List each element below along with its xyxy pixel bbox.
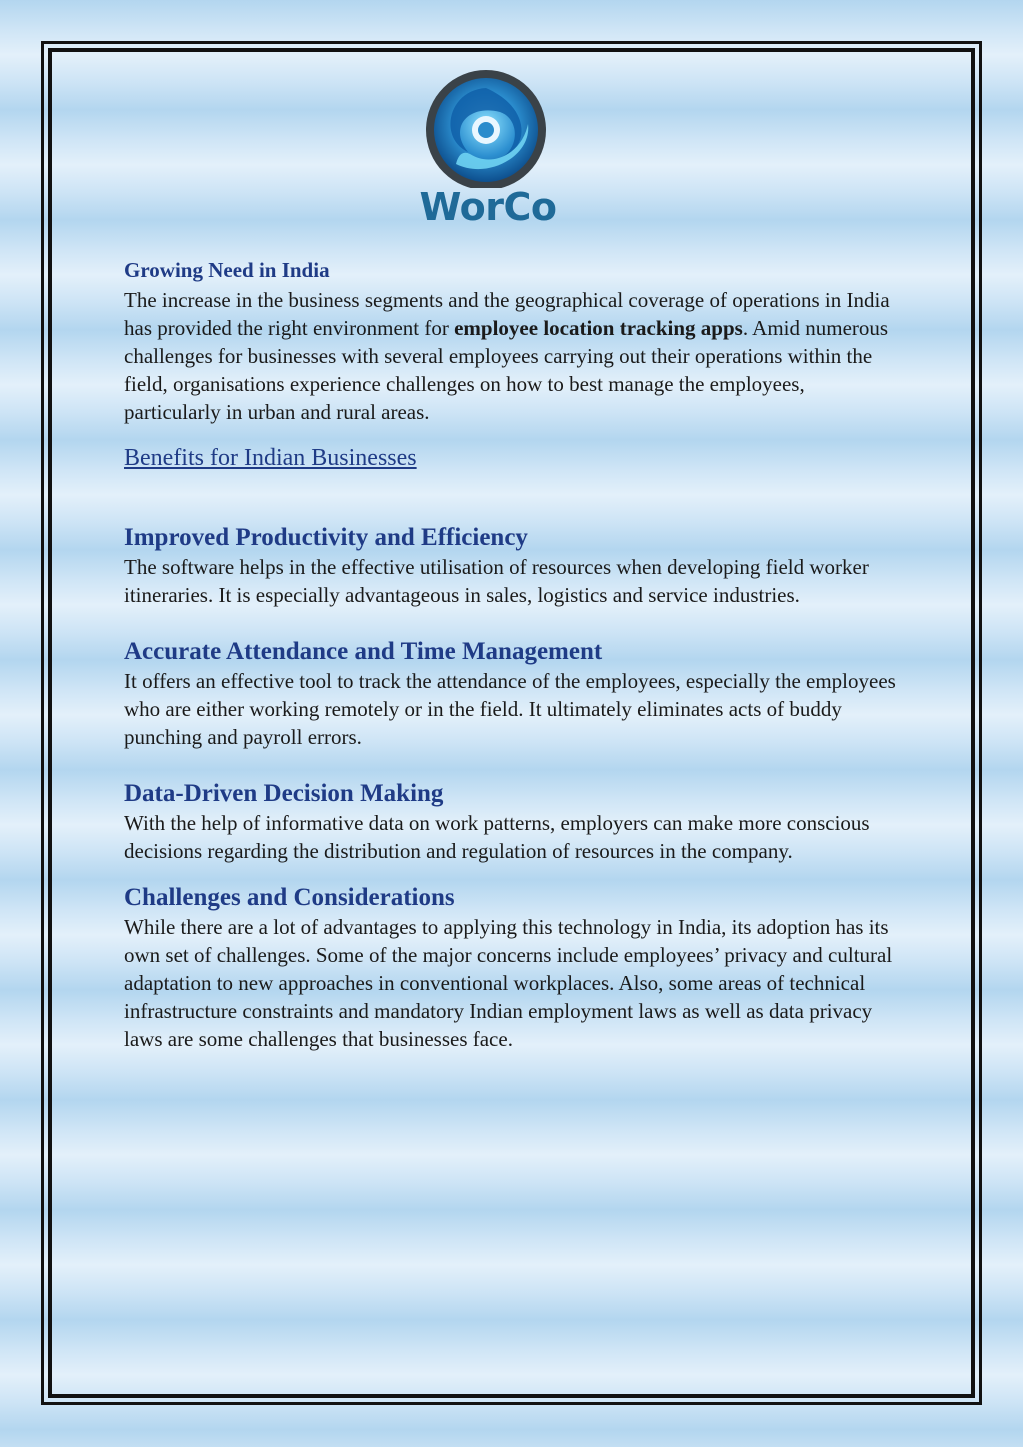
intro-heading: Growing Need in India <box>124 258 330 282</box>
benefits-heading-link[interactable]: Benefits for Indian Businesses <box>124 445 417 471</box>
document-content <box>124 258 904 1053</box>
section-text-attendance: It offers an effective tool to track the attendance of the employees, especially the employees who are either working remotely or in the field. It ultimately eliminates acts of buddy punching and payroll errors. <box>124 669 896 749</box>
section-text-challenges: While there are a lot of advantages to applying this technology in India, its adoption has its own set of challenges. Some of the major concerns include employees’ privacy and cultural adaptation to new approaches in conventional workplaces. Also, some areas of technical infrastructure constraints and mandatory Indian employment laws as well as data privacy laws are some challenges that businesses face. <box>124 915 893 1051</box>
worco-logo <box>408 68 568 238</box>
section-heading-attendance: Accurate Attendance and Time Management <box>124 638 603 665</box>
intro-text-1: The increase in the business segments and the geographical coverage of operations in India has provided the right environment for <box>124 288 890 340</box>
section-text-decision-making: With the help of informative data on work patterns, employers can make more conscious decisions regarding the distribution and regulation of resources in the company. <box>124 811 870 863</box>
section-heading-challenges: Challenges and Considerations <box>124 884 455 911</box>
intro-bold-text: employee location tracking apps <box>454 316 743 340</box>
intro-text-2: . Amid numerous challenges for businesses with several employees carrying out their operations within the field, organisations experience challenges on how to best manage the employees, particularly in urban and rural areas. <box>124 316 889 424</box>
section-heading-decision-making: Data-Driven Decision Making <box>124 780 444 807</box>
swirl-logo-icon <box>408 68 568 188</box>
section-heading-productivity: Improved Productivity and Efficiency <box>124 524 528 551</box>
intro-paragraph <box>124 286 904 426</box>
brand-name: WorCo <box>419 185 557 229</box>
section-text-productivity: The software helps in the effective utilisation of resources when developing field worker itineraries. It is especially advantageous in sales, logistics and service industries. <box>124 555 869 607</box>
